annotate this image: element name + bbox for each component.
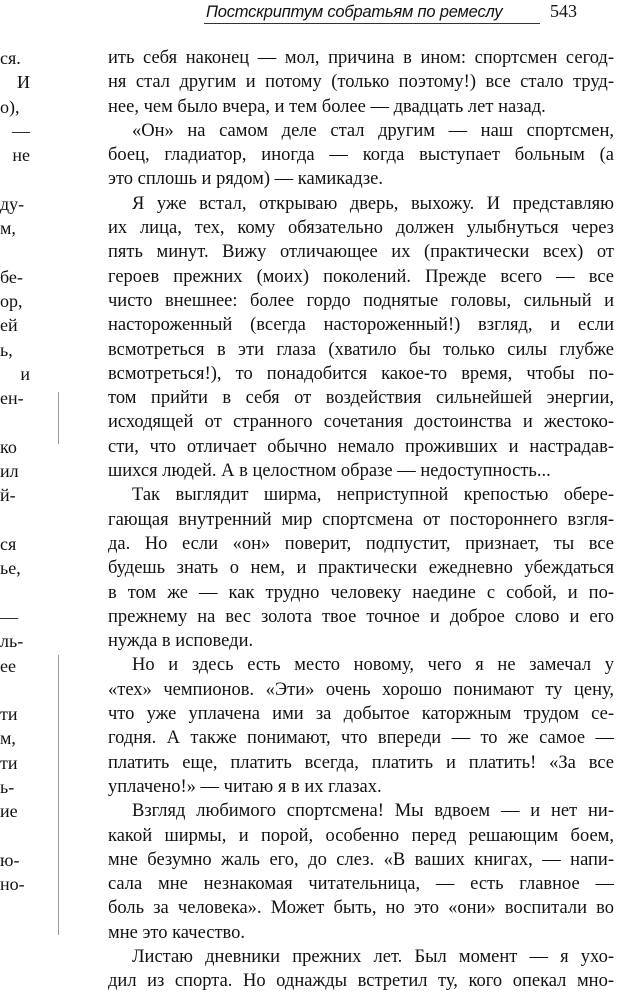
- facing-page-fragment: м,: [0, 218, 16, 239]
- text-line: боль за человека». Может быть, но это «они» воспитали во: [108, 898, 614, 919]
- text-line: сти, что отличает обычно немало проживших и настрадав-: [108, 436, 614, 457]
- text-line: боец, гладиатор, иногда — когда выступает больным (а: [108, 145, 614, 166]
- text-line: мне это качество.: [108, 922, 246, 943]
- facing-page-fragment: ти: [0, 704, 18, 725]
- text-line: мне безумно жаль его, до слез. «В ваших книгах, — напи-: [108, 849, 614, 870]
- facing-page-fragment: ко: [0, 436, 17, 457]
- page-number: 543: [550, 1, 577, 21]
- running-header: [0, 0, 620, 26]
- facing-page-fragment: ти: [0, 752, 18, 773]
- facing-page-fragment: ил: [0, 461, 19, 482]
- text-line: «Он» на самом деле стал другим — наш спортсмен,: [132, 120, 614, 141]
- facing-page-fragment: ь-: [0, 777, 15, 797]
- text-line: пять минут. Вижу отличающее их (практически всех) от: [108, 242, 614, 263]
- text-line: платить еще, платить всегда, платить и платить! «За все: [108, 752, 614, 773]
- text-line: их лица, тех, кому обязательно должен улыбнуться через: [108, 218, 614, 239]
- text-line: в том же — как трудно человеку наедине с собой, и по-: [108, 582, 614, 603]
- text-line: ня стал другим и потому (только поэтому!) все стало труд-: [108, 72, 614, 93]
- text-line: гающая внутренний мир спортсмена от постороннего взгля-: [108, 509, 614, 530]
- facing-page-fragment: ду-: [0, 193, 25, 214]
- header-rule: [204, 23, 540, 24]
- text-line: будешь знать о нем, и практически ежедневно убеждаться: [108, 558, 614, 579]
- margin-rule: [58, 392, 59, 444]
- facing-page-fragment: —: [12, 120, 30, 141]
- body-text: [108, 46, 614, 994]
- text-line: какой ширмы, и порой, особенно перед решающим боем,: [108, 825, 614, 846]
- text-line: всмотреться в эти глаза (хватило бы только силы глубже: [108, 339, 614, 360]
- text-line: «тех» чемпионов. «Эти» очень хорошо понимают ту цену,: [108, 679, 614, 700]
- text-line: ить себя наконец — мол, причина в ином: спортсмен сегод-: [108, 48, 614, 68]
- text-line: сала мне незнакомая читательница, — есть главное —: [108, 874, 614, 895]
- facing-page-fragment: м,: [0, 728, 16, 749]
- facing-page-fragment: И: [17, 72, 30, 93]
- facing-page-fragment: о),: [0, 96, 20, 117]
- text-line: том прийти в себя от воздействия сильнейшей энергии,: [108, 388, 614, 409]
- facing-page-fragment: й-: [0, 485, 16, 506]
- text-line: Я уже встал, открываю дверь, выхожу. И представляю: [132, 193, 614, 214]
- facing-page-fragment: ье,: [0, 558, 21, 579]
- text-line: шихся людей. А в целостном образе — недоступность...: [108, 461, 551, 482]
- facing-page-fragment: ие: [0, 801, 18, 822]
- facing-page-fragment: —: [0, 606, 18, 627]
- text-line: Взгляд любимого спортсмена! Мы вдвоем — и нет ни-: [132, 801, 614, 822]
- text-line: это сплошь и рядом) — камикадзе.: [108, 169, 383, 190]
- facing-page-fragment: ее: [0, 655, 16, 676]
- text-line: чисто внешнее: более гордо поднятые головы, сильный и: [108, 290, 614, 311]
- facing-page-fragment: не: [12, 145, 30, 166]
- text-line: прежнему на вес золота твое точное и доброе слово и его: [108, 606, 614, 627]
- text-line: всмотреться!), то понадобится какое-то время, чтобы по-: [108, 363, 614, 384]
- facing-page-fragment: ль-: [0, 631, 24, 652]
- running-header-title: Постскриптум собратьям по ремеслу: [206, 3, 503, 21]
- text-line: настороженный (всегда настороженный!) взгляд, и если: [108, 315, 614, 336]
- facing-page-fragment: бе-: [0, 266, 23, 287]
- text-line: Листаю дневники прежних лет. Был момент — я ухо-: [132, 946, 614, 967]
- facing-page-fragment: ор,: [0, 291, 23, 311]
- text-line: Так выглядит ширма, неприступной крепостью обере-: [132, 485, 614, 506]
- text-line: уплачено!» — читаю я в их глазах.: [108, 776, 382, 797]
- text-line: что уже уплачена ими за добытое каторжным трудом се-: [108, 704, 614, 725]
- text-line: исходящей от странного сочетания достоинства и жестоко-: [108, 412, 614, 433]
- facing-page-fragment: но-: [0, 874, 25, 895]
- facing-page-fragment: ен-: [0, 388, 24, 409]
- facing-page-fragment: и: [20, 363, 30, 384]
- facing-page-fragment: ей: [0, 315, 18, 336]
- text-line: героев прежних (моих) поколений. Прежде всего — все: [108, 266, 614, 287]
- text-line: да. Но если «он» поверит, подпустит, признает, ты все: [108, 533, 614, 554]
- text-line: нее, чем было вчера, и тем более — двадцать лет назад.: [108, 96, 546, 117]
- text-line: дил из спорта. Но однажды встретил ту, кого опекал мно-: [108, 971, 614, 992]
- text-line: годня. А также понимают, что впереди — то же самое —: [108, 728, 614, 749]
- facing-page-fragment: ь,: [0, 339, 13, 360]
- text-line: Но и здесь есть место новому, чего я не замечал у: [132, 655, 614, 676]
- facing-page-fragment: ся.: [0, 48, 21, 68]
- facing-page-fragment: ся: [0, 534, 17, 554]
- facing-page-fragment: ю-: [0, 849, 20, 870]
- text-line: нужда в исповеди.: [108, 631, 254, 652]
- margin-rule: [58, 655, 59, 935]
